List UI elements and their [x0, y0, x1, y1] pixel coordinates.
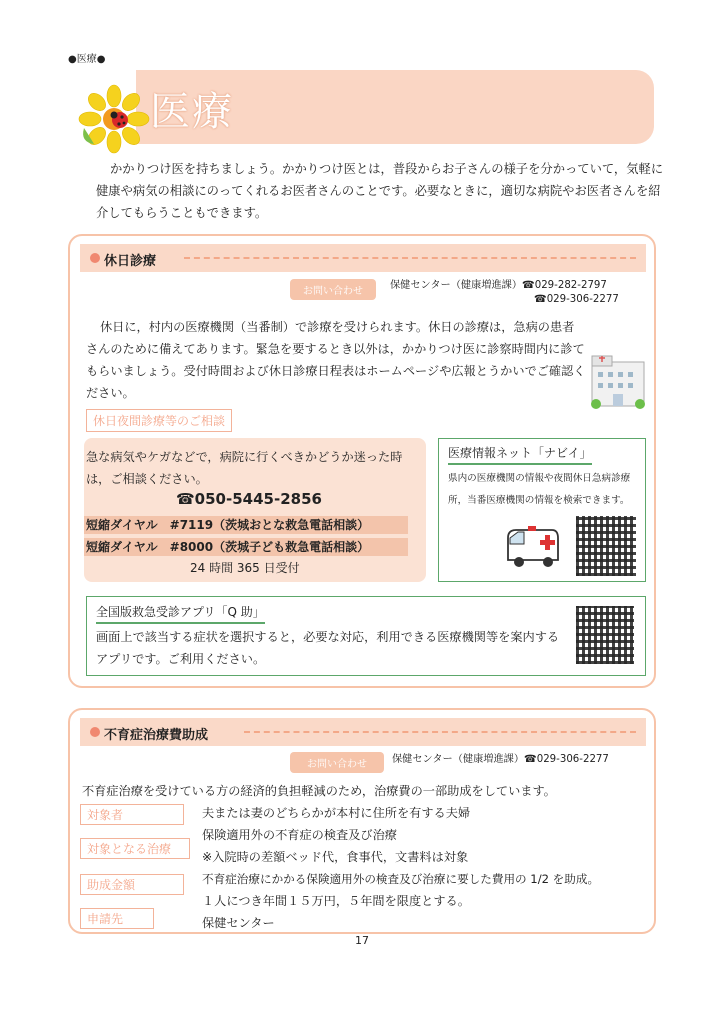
infertility-intro: 不育症治療を受けている方の経済的負担軽減のため，治療費の一部助成をしています。	[82, 784, 556, 798]
qsuke-body: 画面上で該当する症状を選択すると，必要な対応，利用できる医療機関等を案内するアプリです。ご利用ください。	[96, 630, 560, 666]
holiday-body	[86, 316, 586, 404]
holiday-contact-line1: 保健センター（健康増進課）☎029-282-2797	[390, 280, 607, 291]
dial-adult: 短縮ダイヤル #7119（茨城おとな救急電話相談）	[84, 516, 408, 534]
hospital-building-icon	[588, 352, 648, 410]
infertility-inquiry-badge: お問い合わせ	[290, 752, 384, 773]
holiday-header-bar	[80, 244, 646, 272]
intro-paragraph: かかりつけ医を持ちましょう。かかりつけ医とは，普段からお子さんの様子を分かっていて，気軽に健康や病気の相談にのってくれるお医者さんのことです。必要なときに，適切な病院やお医者さんを紹介してもらうこともできます。	[96, 162, 664, 220]
navi-title: 医療情報ネット「ナビイ」	[448, 444, 592, 465]
consult-hours: 24 時間 365 日受付	[190, 561, 300, 575]
row-target: 夫または妻のどちらかが本村に住所を有する夫婦	[202, 806, 471, 820]
holiday-body-text: 休日に，村内の医療機関（当番制）で診療を受けられます。休日の診療は，急病の患者さんのために備えてあります。緊急を要するとき以外は，かかりつけ医に診察時間内に診てもらいましょう。受付時間および休日診療日程表はホームページや広報とうかいでご確認ください。	[86, 320, 586, 400]
navi-body: 県内の医療機関の情報や夜間休日急病診療所，当番医療機関の情報を検索できます。	[448, 473, 631, 506]
label-treatment: 対象となる治療	[80, 838, 190, 859]
row-treatment-2: ※入院時の差額ベッド代，食事代，文書料は対象	[202, 850, 469, 864]
bullet-dot-icon	[90, 727, 100, 737]
page-title: 医療	[150, 89, 234, 135]
page-number: 17	[355, 934, 369, 947]
qsuke-qr-code[interactable]	[576, 606, 634, 664]
holiday-heading: 休日診療	[104, 254, 157, 269]
dial-child: 短縮ダイヤル #8000（茨城子ども救急電話相談）	[84, 538, 408, 556]
section-label: ●医療●	[68, 54, 106, 65]
qsuke-title: 全国版救急受診アプリ「Q 助」	[96, 603, 265, 624]
row-amount-2: １人につき年間１５万円，５年間を限度とする。	[202, 894, 470, 908]
infertility-contact: 保健センター（健康増進課）☎029-306-2277	[392, 754, 609, 765]
bullet-dot-icon	[90, 253, 100, 263]
dashed-divider	[244, 731, 636, 733]
holiday-contact-line2: ☎029-306-2277	[534, 294, 619, 305]
consult-phone: ☎050-5445-2856	[176, 490, 322, 508]
navi-qr-code[interactable]	[576, 516, 636, 576]
holiday-inquiry-badge: お問い合わせ	[290, 279, 376, 300]
row-amount-1: 不育症治療にかかる保険適用外の検査及び治療に要した費用の 1/2 を助成。	[202, 872, 600, 886]
label-target: 対象者	[80, 804, 184, 825]
infertility-header-bar	[80, 718, 646, 746]
infertility-heading: 不育症治療費助成	[104, 728, 209, 743]
dashed-divider	[184, 257, 636, 259]
intro-text	[96, 158, 666, 224]
flower-ladybug-icon	[78, 84, 150, 154]
row-treatment-1: 保険適用外の不育症の検査及び治療	[202, 828, 397, 842]
label-apply: 申請先	[80, 908, 154, 929]
night-consult-label: 休日夜間診療等のご相談	[86, 409, 232, 432]
ambulance-icon	[504, 522, 562, 570]
row-apply: 保健センター	[202, 916, 275, 930]
holiday-contact	[390, 279, 648, 307]
label-amount: 助成金額	[80, 874, 184, 895]
consult-text: 急な病気やケガなどで，病院に行くべきかどうか迷った時は，ご相談ください。	[86, 450, 403, 486]
